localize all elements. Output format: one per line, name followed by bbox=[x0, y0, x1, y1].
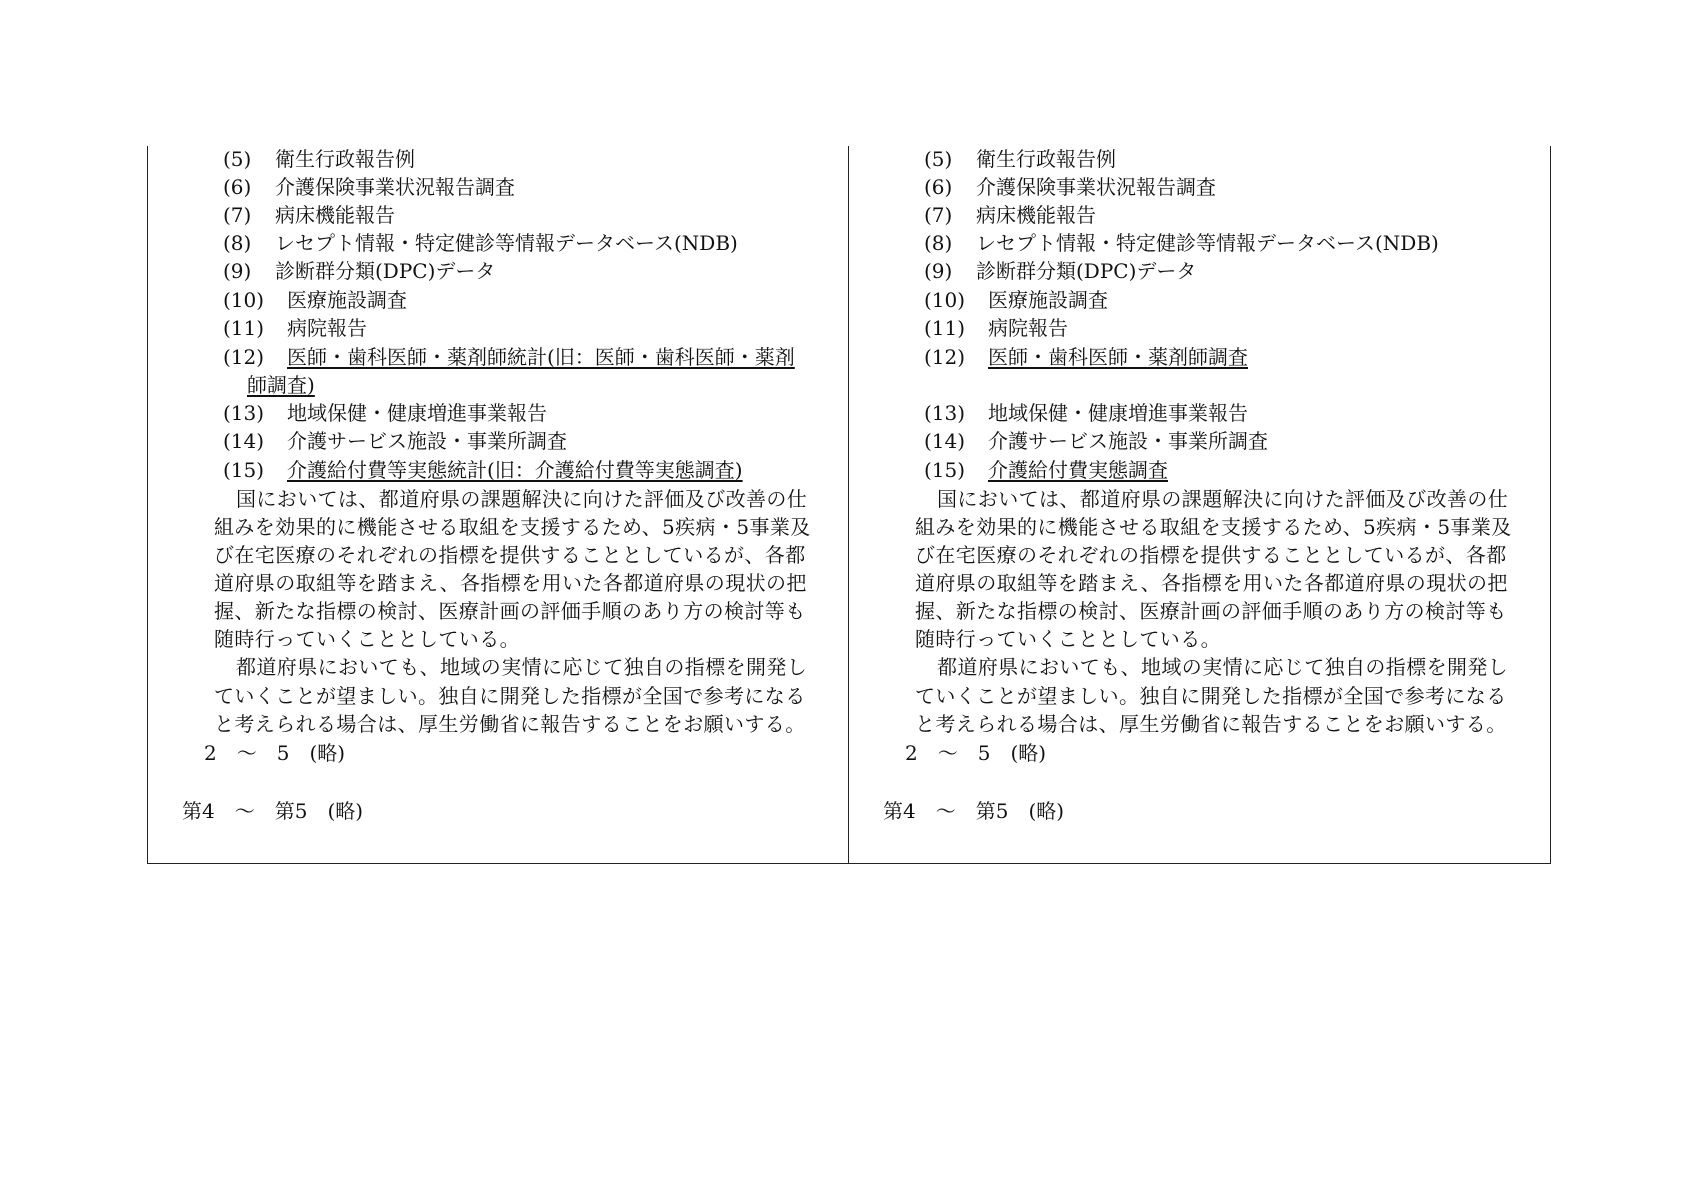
list-item-amended: (15) 介護給付費等実態統計(旧：介護給付費等実態調査) bbox=[223, 458, 743, 482]
list-item: (8) レセプト情報・特定健診等情報データベース(NDB) bbox=[223, 231, 738, 255]
paragraph-line: 組みを効果的に機能させる取組を支援するため、5疾病・5事業及 bbox=[214, 515, 811, 539]
list-item-original: (15) 介護給付費実態調査 bbox=[924, 458, 1168, 482]
list-item: (13) 地域保健・健康増進事業報告 bbox=[924, 401, 1248, 425]
paragraph-line: び在宅医療のそれぞれの指標を提供することとしているが、各都 bbox=[214, 543, 806, 567]
list-item: (11) 病院報告 bbox=[223, 316, 367, 340]
comparison-table bbox=[147, 146, 1551, 864]
paragraph-line: 握、新たな指標の検討、医療計画の評価手順のあり方の検討等も bbox=[214, 599, 806, 623]
list-item: (5) 衛生行政報告例 bbox=[924, 147, 1116, 171]
paragraph-line: 握、新たな指標の検討、医療計画の評価手順のあり方の検討等も bbox=[915, 599, 1507, 623]
paragraph-line: 国においては、都道府県の課題解決に向けた評価及び改善の仕 bbox=[937, 487, 1509, 511]
list-item: (5) 衛生行政報告例 bbox=[223, 147, 415, 171]
list-item: (14) 介護サービス施設・事業所調査 bbox=[924, 429, 1268, 453]
left-column bbox=[148, 146, 849, 863]
paragraph-line: 道府県の取組等を踏まえ、各指標を用いた各都道府県の現状の把 bbox=[915, 571, 1508, 595]
section-omitted: 第4 ～ 第5 (略) bbox=[883, 799, 1065, 823]
list-item-original: (12) 医師・歯科医師・薬剤師調査 bbox=[924, 345, 1248, 369]
list-item: (6) 介護保険事業状況報告調査 bbox=[223, 175, 515, 199]
list-item: (10) 医療施設調査 bbox=[924, 288, 1108, 312]
right-column bbox=[849, 146, 1550, 863]
subsection-omitted: 2 ～ 5 (略) bbox=[204, 741, 346, 765]
paragraph-line: ていくことが望ましい。独自に開発した指標が全国で参考になる bbox=[915, 684, 1507, 708]
paragraph-line: び在宅医療のそれぞれの指標を提供することとしているが、各都 bbox=[915, 543, 1507, 567]
list-item: (7) 病床機能報告 bbox=[223, 203, 395, 227]
list-item: (6) 介護保険事業状況報告調査 bbox=[924, 175, 1216, 199]
list-item-amended: (12) 医師・歯科医師・薬剤師統計(旧：医師・歯科医師・薬剤 bbox=[223, 345, 795, 369]
list-item-continuation: 師調査) bbox=[247, 373, 315, 397]
paragraph-line: 随時行っていくこととしている。 bbox=[214, 627, 520, 651]
paragraph-line: 随時行っていくこととしている。 bbox=[915, 627, 1221, 651]
list-item: (8) レセプト情報・特定健診等情報データベース(NDB) bbox=[924, 231, 1439, 255]
subsection-omitted: 2 ～ 5 (略) bbox=[905, 741, 1047, 765]
paragraph-line: 都道府県においても、地域の実情に応じて独自の指標を開発し bbox=[236, 655, 808, 679]
list-item: (10) 医療施設調査 bbox=[223, 288, 407, 312]
list-item: (13) 地域保健・健康増進事業報告 bbox=[223, 401, 547, 425]
list-item: (9) 診断群分類(DPC)データ bbox=[924, 259, 1197, 283]
list-item: (14) 介護サービス施設・事業所調査 bbox=[223, 429, 567, 453]
list-item: (9) 診断群分類(DPC)データ bbox=[223, 259, 496, 283]
paragraph-line: と考えられる場合は、厚生労働省に報告することをお願いする。 bbox=[915, 712, 1507, 736]
list-item: (7) 病床機能報告 bbox=[924, 203, 1096, 227]
paragraph-line: 道府県の取組等を踏まえ、各指標を用いた各都道府県の現状の把 bbox=[214, 571, 807, 595]
section-omitted: 第4 ～ 第5 (略) bbox=[182, 799, 364, 823]
list-item: (11) 病院報告 bbox=[924, 316, 1068, 340]
paragraph-line: と考えられる場合は、厚生労働省に報告することをお願いする。 bbox=[214, 712, 806, 736]
paragraph-line: 国においては、都道府県の課題解決に向けた評価及び改善の仕 bbox=[236, 487, 808, 511]
paragraph-line: 組みを効果的に機能させる取組を支援するため、5疾病・5事業及 bbox=[915, 515, 1512, 539]
paragraph-line: ていくことが望ましい。独自に開発した指標が全国で参考になる bbox=[214, 684, 806, 708]
paragraph-line: 都道府県においても、地域の実情に応じて独自の指標を開発し bbox=[937, 655, 1509, 679]
